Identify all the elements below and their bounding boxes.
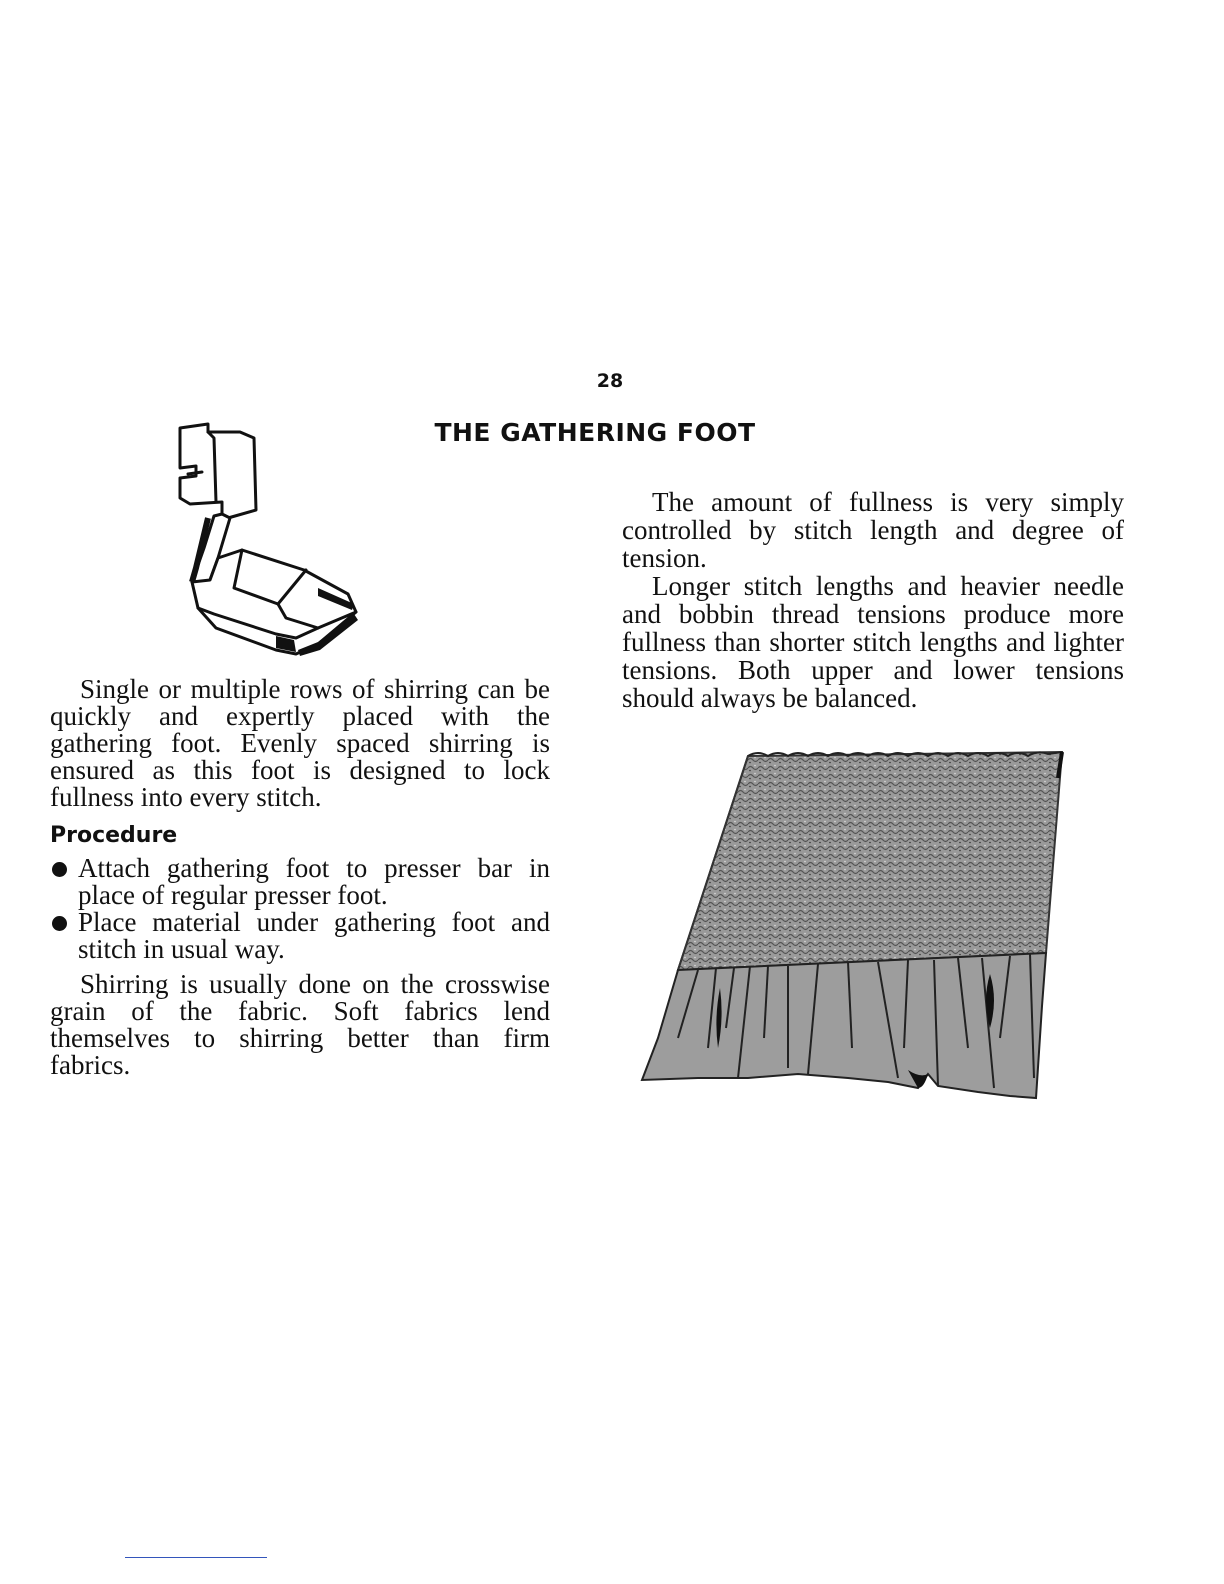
bullet-icon [52, 862, 67, 877]
tension-paragraph: Longer stitch lengths and heavier needle and bobbin thread tensions produce more fullness than shorter stitch lengths and lighter tensions. Both upper and lower tensions should always be balanced. [622, 571, 1124, 713]
step-text: Attach gathering foot to presser bar in place of regular presser foot. [78, 853, 550, 910]
intro-paragraph: Single or multiple rows of shirring can be quickly and expertly placed with the gathering foot. Evenly spaced shirring is ensured as this foot is designed to lock fullness into every stitch. [50, 674, 550, 812]
footnote-rule [125, 1557, 267, 1558]
closing-paragraph: Shirring is usually done on the crosswise grain of the fabric. Soft fabrics lend themselves to shirring better than firm fabrics. [50, 969, 550, 1080]
fullness-paragraph: The amount of fullness is very simply controlled by stitch length and degree of tension. [622, 487, 1124, 573]
bullet-icon [52, 916, 67, 931]
gathering-foot-icon [168, 418, 368, 663]
shirred-fabric-icon [638, 748, 1068, 1100]
right-column [622, 488, 1124, 712]
page-number: 28 [596, 370, 624, 392]
step-text: Place material under gathering foot and stitch in usual way. [78, 907, 550, 964]
list-item [50, 909, 550, 963]
left-column [50, 676, 550, 1079]
procedure-heading: Procedure [50, 823, 178, 848]
procedure-steps [50, 855, 550, 963]
list-item [50, 855, 550, 909]
page-title: THE GATHERING FOOT [434, 418, 756, 447]
